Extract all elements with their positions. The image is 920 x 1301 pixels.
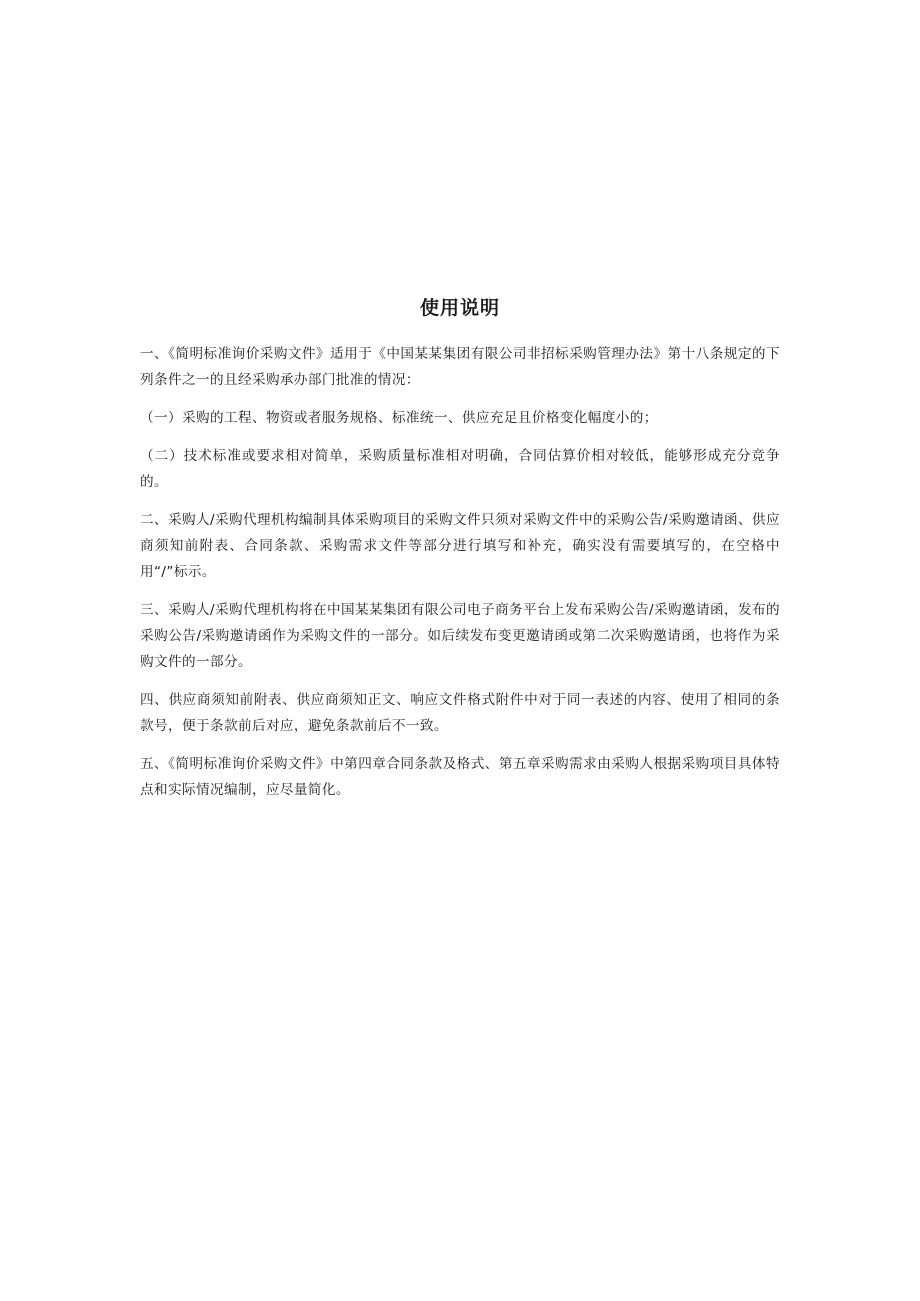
paragraph-6: 四、供应商须知前附表、供应商须知正文、响应文件格式附件中对于同一表述的内容、使用了相同的条款号，便于条款前后对应，避免条款前后不一致。 <box>140 692 780 734</box>
paragraph-4: 二、采购人/采购代理机构编制具体采购项目的采购文件只须对采购文件中的采购公告/采购邀请函、供应商须知前附表、合同条款、采购需求文件等部分进行填写和补充，确实没有需要填写的，在空格中用“/”标示。 <box>140 512 780 580</box>
paragraph-7: 五、《简明标准询价采购文件》中第四章合同条款及格式、第五章采购需求由采购人根据采购项目具体特点和实际情况编制，应尽量简化。 <box>140 756 780 798</box>
paragraph-2: （一）采购的工程、物资或者服务规格、标准统一、供应充足且价格变化幅度小的； <box>140 410 658 426</box>
paragraph-5: 三、采购人/采购代理机构将在中国某某集团有限公司电子商务平台上发布采购公告/采购邀请函，发布的采购公告/采购邀请函作为采购文件的一部分。如后续发布变更邀请函或第二次采购邀请函，也将作为采购文件的一部分。 <box>140 602 780 670</box>
document-body <box>140 341 780 815</box>
paragraph-3: （二）技术标准或要求相对简单，采购质量标准相对明确，合同估算价相对较低，能够形成充分竞争的。 <box>140 448 780 490</box>
document-title: 使用说明 <box>419 297 500 319</box>
paragraph-1: 一、《简明标准询价采购文件》适用于《中国某某集团有限公司非招标采购管理办法》第十八条规定的下列条件之一的且经采购承办部门批准的情况： <box>140 346 780 388</box>
